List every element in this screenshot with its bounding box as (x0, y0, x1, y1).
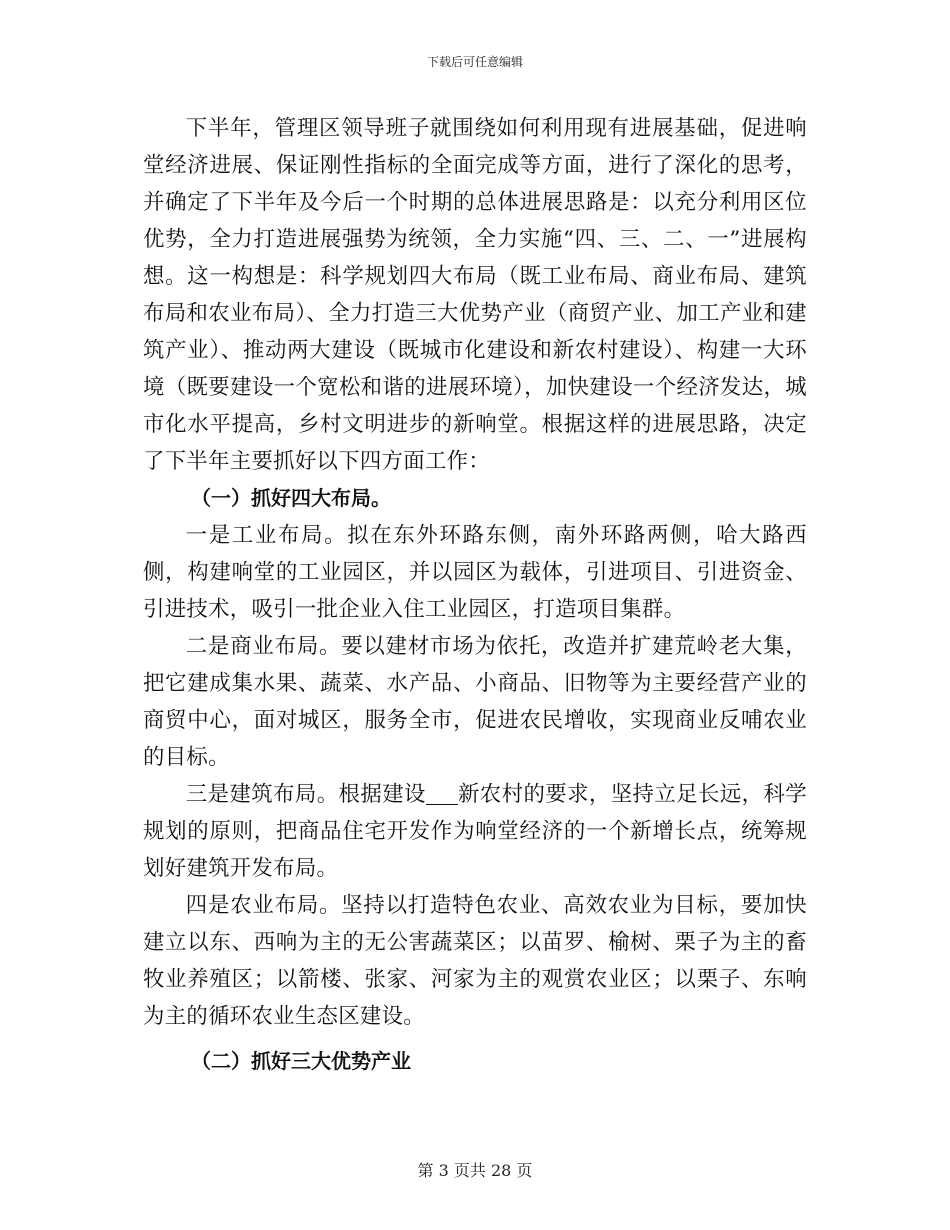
section-heading-2: （二）抓好三大优势产业 (191, 1049, 411, 1073)
paragraph-industrial: 一是工业布局。拟在东外环路东侧，南外环路两侧，哈大路西侧，构建响堂的工业园区，并以园区为载体，引进项目、引进资金、引进技术，吸引一批企业入住工业园区，打造项目集群。 (143, 523, 807, 622)
paragraph-construction-start: 三是建筑布局。根据建设 (185, 782, 426, 807)
document-body (143, 110, 807, 1080)
intro-paragraph: 下半年，管理区领导班子就围绕如何利用现有进展基础，促进响堂经济进展、保证刚性指标的全面完成等方面，进行了深化的思考，并确定了下半年及今后一个时期的总体进展思路是：以充分利用区位优势，全力打造进展强势为统领，全力实施“四、三、二、一”进展构想。这一构想是：科学规划四大布局（既工业布局、商业布局、建筑布局和农业布局）、全力打造三大优势产业（商贸产业、加工产业和建筑产业）、推动两大建设（既城市化建设和新农村建设）、构建一大环境（既要建设一个宽松和谐的进展环境），加快建设一个经济发达，城市化水平提高，乡村文明进步的新响堂。根据这样的进展思路，决定了下半年主要抓好以下四方面工作： (143, 116, 807, 474)
blank-underline (426, 783, 458, 805)
page-header: 下载后可任意编辑 (426, 55, 523, 69)
page-footer: 第 3 页共 28 页 (417, 1161, 533, 1180)
paragraph-commercial: 二是商业布局。要以建材市场为依托，改造并扩建荒岭老大集，把它建成集水果、蔬菜、水产品、小商品、旧物等为主要经营产业的商贸中心，面对城区，服务全市，促进农民增收，实现商业反哺农业的目标。 (143, 634, 807, 770)
paragraph-agriculture: 四是农业布局。坚持以打造特色农业、高效农业为目标，要加快建立以东、西响为主的无公害蔬菜区；以苗罗、榆树、栗子为主的畜牧业养殖区；以箭楼、张家、河家为主的观赏农业区；以栗子、东响为主的循环农业生态区建设。 (143, 893, 807, 1029)
section-heading-1: （一）抓好四大布局。 (191, 486, 391, 510)
paragraph-construction-end: 新农村的要求，坚持立足长远，科学规划的原则，把商品住宅开发作为响堂经济的一个新增长点，统筹规划好建筑开发布局。 (143, 782, 807, 881)
paragraph-construction (143, 776, 807, 887)
